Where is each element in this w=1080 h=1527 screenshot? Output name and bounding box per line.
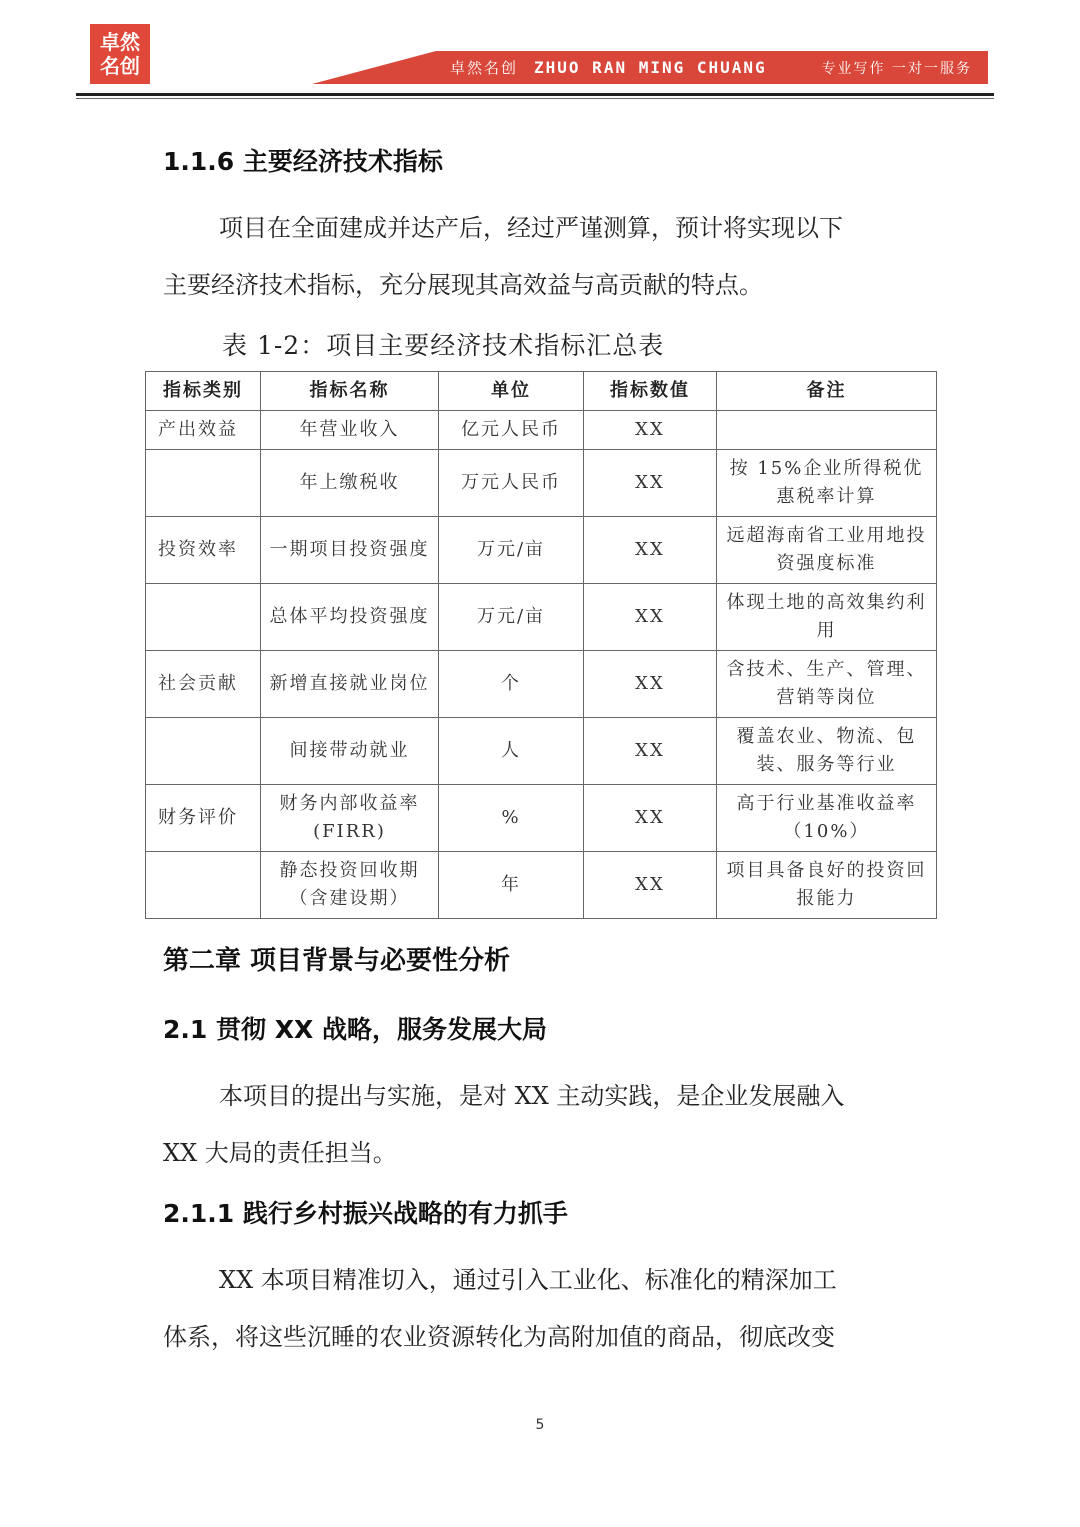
table-row <box>146 411 937 450</box>
table-row <box>146 651 937 718</box>
table-cell-note: 项目具备良好的投资回报能力 <box>717 852 937 919</box>
table-header-cell: 备注 <box>717 372 937 411</box>
table-cell-name: 静态投资回收期（含建设期） <box>261 852 439 919</box>
table-cell-value: XX <box>584 718 717 785</box>
table-cell-unit: % <box>439 785 584 852</box>
section-1-1-6-paragraph <box>163 200 923 314</box>
table-cell-note <box>717 411 937 450</box>
table-cell-value: XX <box>584 584 717 651</box>
section-2-1-paragraph <box>163 1068 923 1182</box>
economic-indicators-table <box>145 371 937 919</box>
chapter-heading: 第二章 项目背景与必要性分析 <box>163 946 511 976</box>
table-cell-name: 年营业收入 <box>261 411 439 450</box>
table-cell-unit: 人 <box>439 718 584 785</box>
banner-brand-cn: 卓然名创 <box>450 59 519 77</box>
table-cell-value: XX <box>584 411 717 450</box>
table-row <box>146 718 937 785</box>
header-banner <box>436 51 988 84</box>
table-cell-category <box>146 450 261 517</box>
table-cell-unit: 万元/亩 <box>439 584 584 651</box>
banner-slogan: 专业写作 一对一服务 <box>821 60 972 77</box>
banner-wedge-graphic <box>312 51 442 84</box>
table-cell-category <box>146 584 261 651</box>
table-header-cell: 指标数值 <box>584 372 717 411</box>
table-row <box>146 584 937 651</box>
table-cell-unit: 万元/亩 <box>439 517 584 584</box>
table-row <box>146 517 937 584</box>
table-cell-category <box>146 852 261 919</box>
table-cell-unit: 个 <box>439 651 584 718</box>
table-cell-note: 按 15%企业所得税优惠税率计算 <box>717 450 937 517</box>
page-number: 5 <box>535 1417 545 1433</box>
table-cell-value: XX <box>584 517 717 584</box>
table-cell-value: XX <box>584 651 717 718</box>
table-header-row <box>146 372 937 411</box>
table-row <box>146 785 937 852</box>
section-heading-1-1-6: 1.1.6 主要经济技术指标 <box>163 147 443 176</box>
table-caption: 表 1-2：项目主要经济技术指标汇总表 <box>222 331 665 360</box>
table-header-cell: 指标类别 <box>146 372 261 411</box>
table-cell-name: 间接带动就业 <box>261 718 439 785</box>
table-cell-category: 社会贡献 <box>146 651 261 718</box>
table-header-cell: 指标名称 <box>261 372 439 411</box>
table-cell-value: XX <box>584 852 717 919</box>
table-cell-name: 财务内部收益率(FIRR) <box>261 785 439 852</box>
paragraph-line: 主要经济技术指标，充分展现其高效益与高贡献的特点。 <box>163 271 763 299</box>
table-cell-note: 含技术、生产、管理、营销等岗位 <box>717 651 937 718</box>
table-cell-name: 总体平均投资强度 <box>261 584 439 651</box>
logo-line-1: 卓然 <box>100 30 140 54</box>
table-cell-note: 覆盖农业、物流、包装、服务等行业 <box>717 718 937 785</box>
table-cell-note: 高于行业基准收益率（10%） <box>717 785 937 852</box>
table-cell-category: 投资效率 <box>146 517 261 584</box>
paragraph-line: XX 大局的责任担当。 <box>163 1139 397 1167</box>
table-cell-value: XX <box>584 450 717 517</box>
table-cell-note: 远超海南省工业用地投资强度标准 <box>717 517 937 584</box>
section-heading-2-1: 2.1 贯彻 XX 战略，服务发展大局 <box>163 1015 547 1044</box>
table-header-cell: 单位 <box>439 372 584 411</box>
paragraph-line: 本项目的提出与实施，是对 XX 主动实践，是企业发展融入 <box>219 1082 845 1110</box>
table-cell-name: 新增直接就业岗位 <box>261 651 439 718</box>
header-rule <box>76 93 994 96</box>
brand-logo <box>90 24 150 84</box>
table-cell-note: 体现土地的高效集约利用 <box>717 584 937 651</box>
table-cell-unit: 万元人民币 <box>439 450 584 517</box>
table-cell-unit: 年 <box>439 852 584 919</box>
section-2-1-1-paragraph <box>163 1252 923 1366</box>
table-row <box>146 450 937 517</box>
logo-line-2: 名创 <box>100 54 140 78</box>
banner-brand-en: ZHUO RAN MING CHUANG <box>534 58 767 77</box>
table-cell-name: 年上缴税收 <box>261 450 439 517</box>
table-cell-unit: 亿元人民币 <box>439 411 584 450</box>
table-cell-category: 产出效益 <box>146 411 261 450</box>
paragraph-line: XX 本项目精准切入，通过引入工业化、标准化的精深加工 <box>219 1266 837 1294</box>
table-cell-category <box>146 718 261 785</box>
table-cell-value: XX <box>584 785 717 852</box>
table-cell-name: 一期项目投资强度 <box>261 517 439 584</box>
paragraph-line: 项目在全面建成并达产后，经过严谨测算，预计将实现以下 <box>219 214 843 242</box>
table-row <box>146 852 937 919</box>
table-cell-category: 财务评价 <box>146 785 261 852</box>
paragraph-line: 体系，将这些沉睡的农业资源转化为高附加值的商品，彻底改变 <box>163 1323 835 1351</box>
header-rule-thin <box>76 98 994 99</box>
section-heading-2-1-1: 2.1.1 践行乡村振兴战略的有力抓手 <box>163 1199 568 1228</box>
